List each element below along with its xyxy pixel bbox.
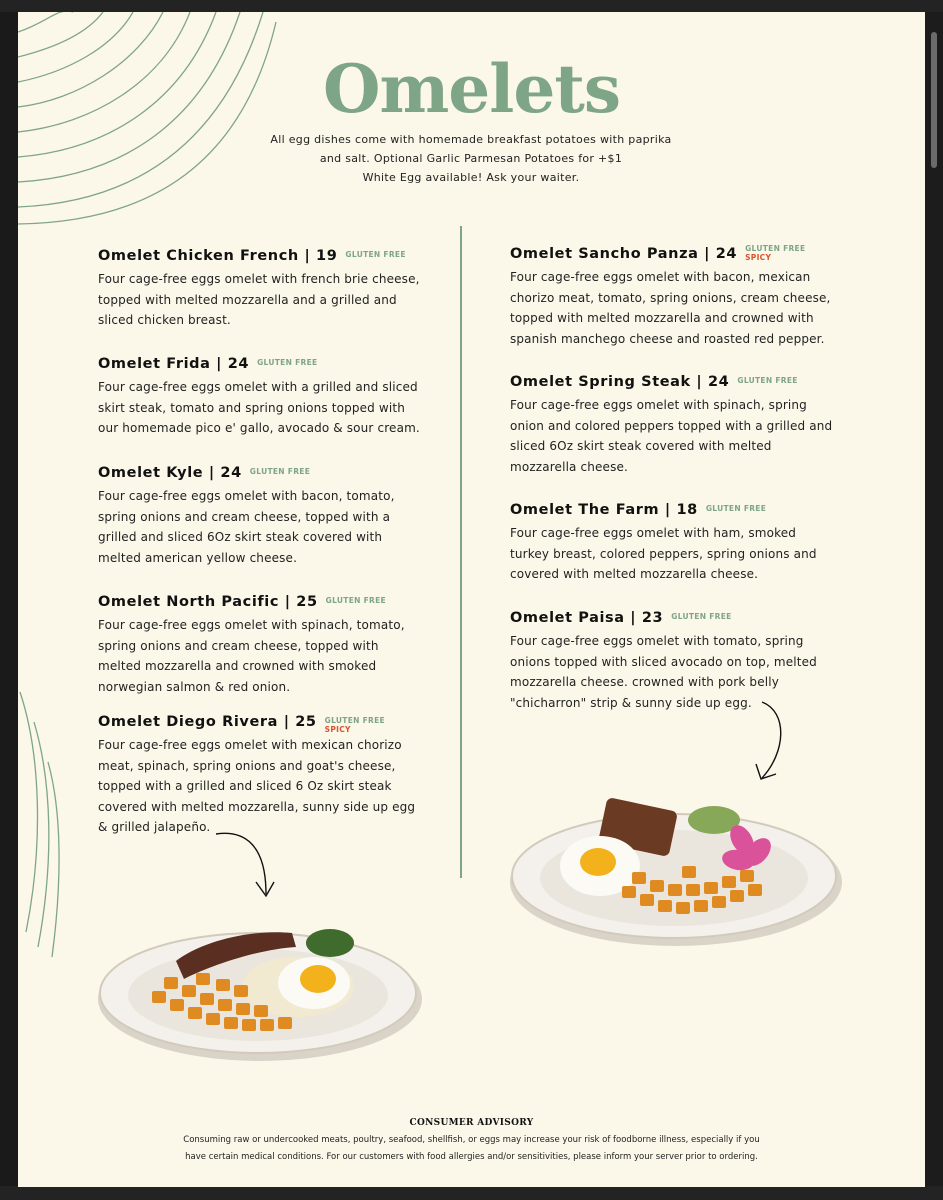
description-line: topped with melted mozzarella and crowned with [510, 311, 814, 326]
description-line: covered with melted mozzarella, sunny side up egg [98, 799, 416, 814]
item-description [510, 395, 860, 477]
advisory-title: CONSUMER ADVISORY [409, 1118, 534, 1128]
item-description [510, 631, 860, 713]
column-divider [460, 226, 462, 878]
menu-item [510, 608, 860, 713]
description-line: Four cage-free eggs omelet with mexican chorizo [98, 738, 402, 752]
item-description [98, 269, 448, 331]
consumer-advisory [18, 1118, 925, 1166]
description-line: mozzarella cheese. crowned with pork belly [510, 675, 779, 690]
menu-item [98, 354, 448, 463]
description-line: Four cage-free eggs omelet with a grilled and sliced [98, 380, 418, 394]
description-line: sliced 6Oz skirt steak covered with melted [510, 439, 772, 454]
description-line: spring onions and cream cheese, topped with a [98, 509, 391, 524]
item-title: Omelet Spring Steak | 24 [510, 374, 730, 390]
description-line: & grilled jalapeño. [98, 820, 211, 835]
menu-page [18, 12, 925, 1187]
description-line: Four cage-free eggs omelet with bacon, tomato, [98, 489, 395, 503]
description-line: melted mozzarella and crowned with smoked [98, 659, 377, 674]
description-line: Four cage-free eggs omelet with tomato, spring [510, 634, 804, 648]
menu-item [510, 372, 860, 500]
description-line: chorizo meat, tomato, spring onions, cream cheese, [510, 290, 831, 305]
item-title: Omelet Chicken French | 19 [98, 248, 338, 264]
gluten-free-tag: GLUTEN FREE [671, 612, 732, 621]
description-line: melted american yellow cheese. [98, 550, 298, 565]
intro-line: White Egg available! Ask your waiter. [362, 171, 580, 184]
description-line: mozzarella cheese. [510, 459, 628, 474]
description-line: onion and colored peppers topped with a grilled and [510, 418, 833, 433]
description-line: Four cage-free eggs omelet with spinach, tomato, [98, 618, 405, 632]
description-line: sliced chicken breast. [98, 313, 231, 328]
gluten-free-tag: GLUTEN FREE [737, 376, 798, 385]
intro-text [218, 130, 724, 187]
page-title: Omelets [322, 50, 621, 128]
gluten-free-tag: GLUTEN FREE [257, 358, 318, 367]
intro-line: All egg dishes come with homemade breakfast potatoes with paprika [270, 133, 672, 146]
item-title: Omelet Frida | 24 [98, 356, 250, 372]
menu-column-right [510, 244, 860, 713]
left-edge-lines-decoration [18, 692, 68, 962]
description-line: "chicharron" strip & sunny side up egg. [510, 695, 752, 710]
gluten-free-tag: GLUTEN FREE [325, 596, 386, 605]
spicy-tag: SPICY [745, 253, 772, 262]
description-line: Four cage-free eggs omelet with french brie cheese, [98, 272, 420, 286]
item-description [98, 377, 448, 439]
description-line: meat, spinach, spring onions and goat's cheese, [98, 758, 396, 773]
item-description [98, 735, 448, 838]
description-line: spring onions and cream cheese, topped with [98, 638, 379, 653]
menu-column-left [98, 246, 448, 838]
window-bottom-bar [0, 1186, 943, 1200]
menu-item [98, 592, 448, 712]
item-description [98, 615, 448, 697]
description-line: Four cage-free eggs omelet with ham, smoked [510, 526, 797, 540]
item-title: Omelet Diego Rivera | 25 [98, 714, 317, 730]
advisory-line: Consuming raw or undercooked meats, poultry, seafood, shellfish, or eggs may increase your risk of foodborne illness, especially if you [183, 1135, 760, 1145]
menu-item [510, 244, 860, 372]
item-title: Omelet Kyle | 24 [98, 465, 242, 481]
menu-item [98, 246, 448, 354]
description-line: onions topped with sliced avocado on top, melted [510, 654, 817, 669]
scrollbar[interactable] [925, 12, 943, 1187]
gluten-free-tag: GLUTEN FREE [705, 504, 767, 513]
gluten-free-tag: GLUTEN FREE [745, 244, 806, 253]
item-description [510, 267, 860, 349]
description-line: topped with melted mozzarella and a grilled and [98, 292, 397, 307]
curved-arrow-icon [214, 830, 284, 904]
item-description [98, 486, 448, 568]
item-title: Omelet North Pacific | 25 [98, 594, 318, 610]
description-line: covered with melted mozzarella cheese. [510, 567, 759, 582]
item-title: Omelet Paisa | 23 [510, 610, 664, 626]
item-title: Omelet Sancho Panza | 24 [510, 246, 738, 262]
description-line: our homemade pico e' gallo, avocado & sour cream. [98, 421, 420, 436]
description-line: Four cage-free eggs omelet with bacon, mexican [510, 270, 811, 284]
advisory-text [18, 1132, 925, 1166]
scrollbar-thumb[interactable] [931, 32, 937, 168]
description-line: turkey breast, colored peppers, spring onions and [510, 546, 817, 561]
window-top-bar [0, 0, 943, 12]
gluten-free-tag: GLUTEN FREE [324, 716, 385, 725]
omelet-plate-image [502, 790, 848, 960]
description-line: grilled and sliced 6Oz skirt steak covered with [98, 530, 383, 545]
description-line: spanish manchego cheese and roasted red pepper. [510, 331, 825, 346]
gluten-free-tag: GLUTEN FREE [345, 250, 406, 259]
description-line: norwegian salmon & red onion. [98, 679, 291, 694]
menu-item [510, 500, 860, 608]
spicy-tag: SPICY [324, 725, 351, 734]
item-title: Omelet The Farm | 18 [510, 502, 698, 518]
intro-line: and salt. Optional Garlic Parmesan Potatoes for +$1 [319, 152, 623, 165]
description-line: topped with a grilled and sliced 6 Oz skirt steak [98, 779, 392, 794]
omelet-plate-image [92, 907, 432, 1077]
menu-item [98, 712, 448, 838]
contour-lines-decoration [18, 12, 278, 232]
advisory-line: have certain medical conditions. For our customers with food allergies and/or sensitivities, please inform your server prior to ordering. [185, 1152, 758, 1162]
description-line: skirt steak, tomato and spring onions topped with [98, 400, 405, 415]
gluten-free-tag: GLUTEN FREE [249, 467, 311, 476]
item-description [510, 523, 860, 585]
description-line: Four cage-free eggs omelet with spinach, spring [510, 398, 807, 412]
menu-item [98, 463, 448, 592]
